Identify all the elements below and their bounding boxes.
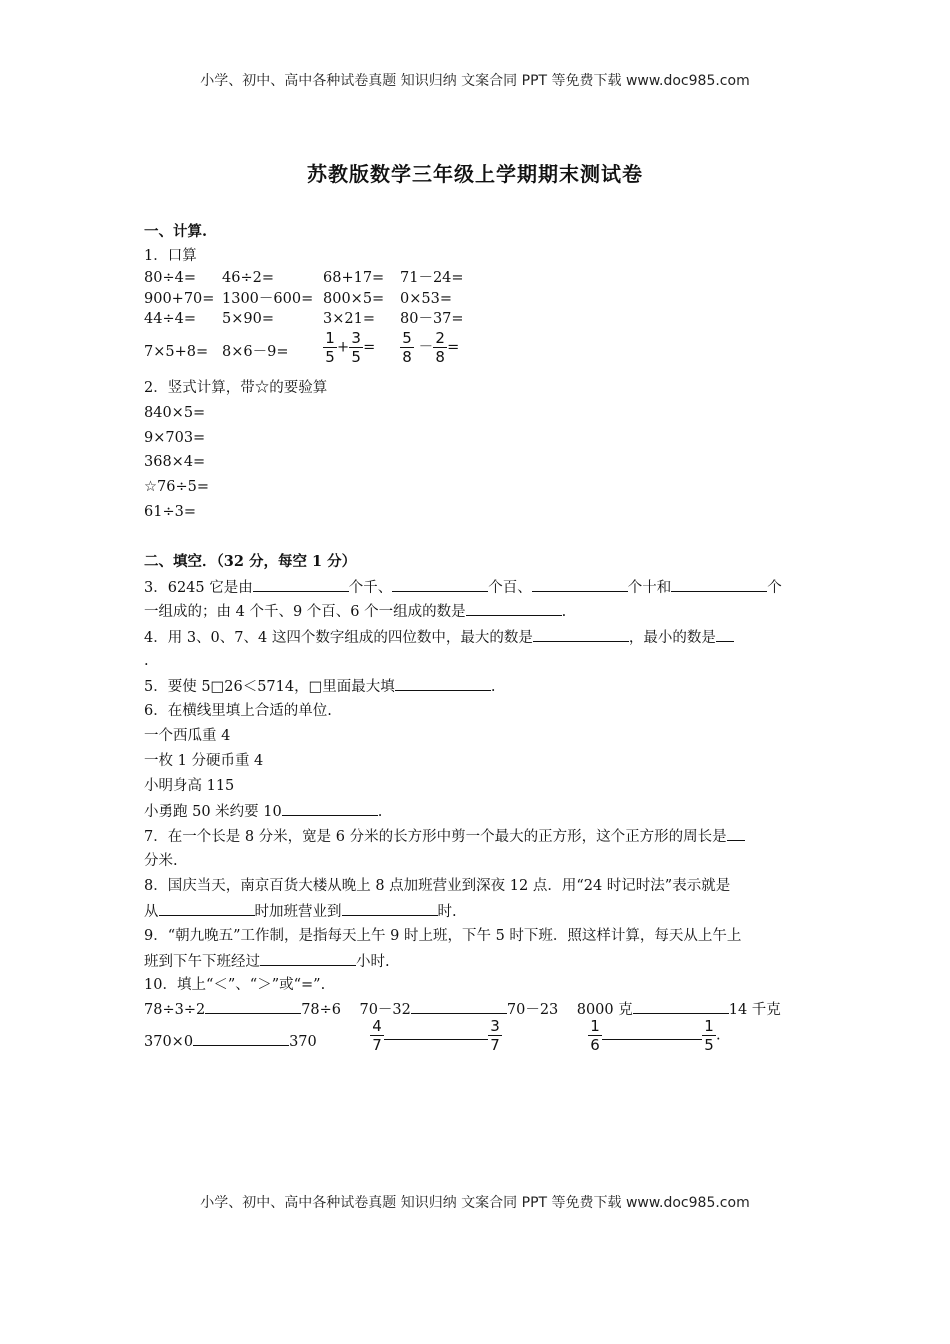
fraction: $\frac{4}{7}$ [370,1018,384,1053]
question-3-cont: 一组成的；由 4 个千、9 个百、6 个一组成的数是 . [144,601,566,622]
question-10: 10．填上“＜”、“＞”或“=”. [144,977,326,993]
vertical-calc-item: 9×703= [144,430,206,446]
q1-label: 1．口算 [144,248,197,264]
calc-item: 7×5+8= [144,344,209,360]
page-footer: 小学、初中、高中各种试卷真题 知识归纳 文案合同 PPT 等免费下载 www.doc985.com [200,1195,750,1211]
calc-item: 1300－600= [222,291,314,307]
fraction-expression: $\frac{1}{5}$ + $\frac{3}{5}$ = [323,330,375,365]
calc-item: 71－24= [400,270,464,286]
question-6-item: 小明身高 115 [144,778,235,794]
compare-blank[interactable] [205,999,301,1014]
vertical-calc-item: 840×5= [144,405,206,421]
answer-blank[interactable] [395,676,491,691]
compare-blank[interactable] [602,1025,702,1040]
calc-item: 900+70= [144,291,215,307]
vertical-calc-item: ☆76÷5= [144,479,209,495]
question-10-row2: 370×0 370 [144,1031,317,1052]
calc-item: 46÷2= [222,270,274,286]
fraction: $\frac{1}{6}$ [588,1018,602,1053]
calc-item: 3×21= [323,311,375,327]
answer-blank[interactable] [260,951,356,966]
calc-item: 68+17= [323,270,385,286]
answer-blank[interactable] [716,627,734,642]
question-6-item: 小勇跑 50 米约要 10 . [144,801,382,822]
section2-heading: 二、填空．（32 分，每空 1 分） [144,553,357,570]
answer-blank[interactable] [727,826,745,841]
fraction: $\frac{1}{5}$ [323,330,337,365]
compare-blank[interactable] [384,1025,488,1040]
page-title: 苏教版数学三年级上学期期末测试卷 [307,162,643,186]
answer-blank[interactable] [253,577,349,592]
calc-item: 5×90= [222,311,274,327]
compare-blank[interactable] [411,999,507,1014]
answer-blank[interactable] [671,577,767,592]
compare-blank[interactable] [633,999,729,1014]
compare-blank[interactable] [193,1031,289,1046]
answer-blank[interactable] [159,901,255,916]
question-8: 8．国庆当天，南京百货大楼从晚上 8 点加班营业到深夜 12 点．用“24 时记时法”表示就是 [144,878,731,894]
vertical-calc-item: 61÷3= [144,504,196,520]
question-9: 9．“朝九晚五”工作制，是指每天上午 9 时上班，下午 5 时下班．照这样计算，每天从上午上 [144,928,742,944]
answer-blank[interactable] [342,901,438,916]
question-7-cont: 分米. [144,853,178,869]
calc-item: 0×53= [400,291,452,307]
answer-blank[interactable] [282,801,378,816]
question-6: 6．在横线里填上合适的单位. [144,703,332,719]
answer-blank[interactable] [533,627,629,642]
fraction-expression: $\frac{5}{8}$ － $\frac{2}{8}$ = [400,330,459,365]
vertical-calc-item: 368×4= [144,454,206,470]
question-10-row1: 78÷3÷2 78÷6 70－32 70－23 8000 克 14 千克 [144,999,781,1020]
fraction-compare: $\frac{1}{6}$ $\frac{1}{5}$ . [588,1018,721,1053]
calc-item: 44÷4= [144,311,196,327]
fraction: $\frac{2}{8}$ [433,330,447,365]
question-9-cont: 班到下午下班经过 小时. [144,951,390,972]
fraction: $\frac{1}{5}$ [702,1018,716,1053]
question-4-end: . [144,653,149,669]
section1-heading: 一、计算. [144,223,208,240]
q2-label: 2．竖式计算，带☆的要验算 [144,380,328,396]
question-6-item: 一个西瓜重 4 [144,728,231,744]
fraction: $\frac{3}{7}$ [488,1018,502,1053]
answer-blank[interactable] [466,601,562,616]
fraction: $\frac{3}{5}$ [349,330,363,365]
question-8-cont: 从 时加班营业到 时. [144,901,457,922]
question-4: 4．用 3、0、7、4 这四个数字组成的四位数中，最大的数是 ，最小的数是 [144,627,734,648]
question-7: 7．在一个长是 8 分米，宽是 6 分米的长方形中剪一个最大的正方形，这个正方形的周长是 [144,826,745,847]
question-5: 5．要使 5□26＜5714，□里面最大填 . [144,676,495,697]
fraction: $\frac{5}{8}$ [400,330,414,365]
question-6-item: 一枚 1 分硬币重 4 [144,753,264,769]
calc-item: 80÷4= [144,270,196,286]
calc-item: 8×6－9= [222,344,289,360]
answer-blank[interactable] [532,577,628,592]
question-3: 3．6245 它是由 个千、 个百、 个十和 个 [144,577,782,598]
calc-item: 80－37= [400,311,464,327]
calc-item: 800×5= [323,291,385,307]
page-header: 小学、初中、高中各种试卷真题 知识归纳 文案合同 PPT 等免费下载 www.doc985.com [200,73,750,89]
fraction-compare [370,1018,502,1053]
answer-blank[interactable] [392,577,488,592]
